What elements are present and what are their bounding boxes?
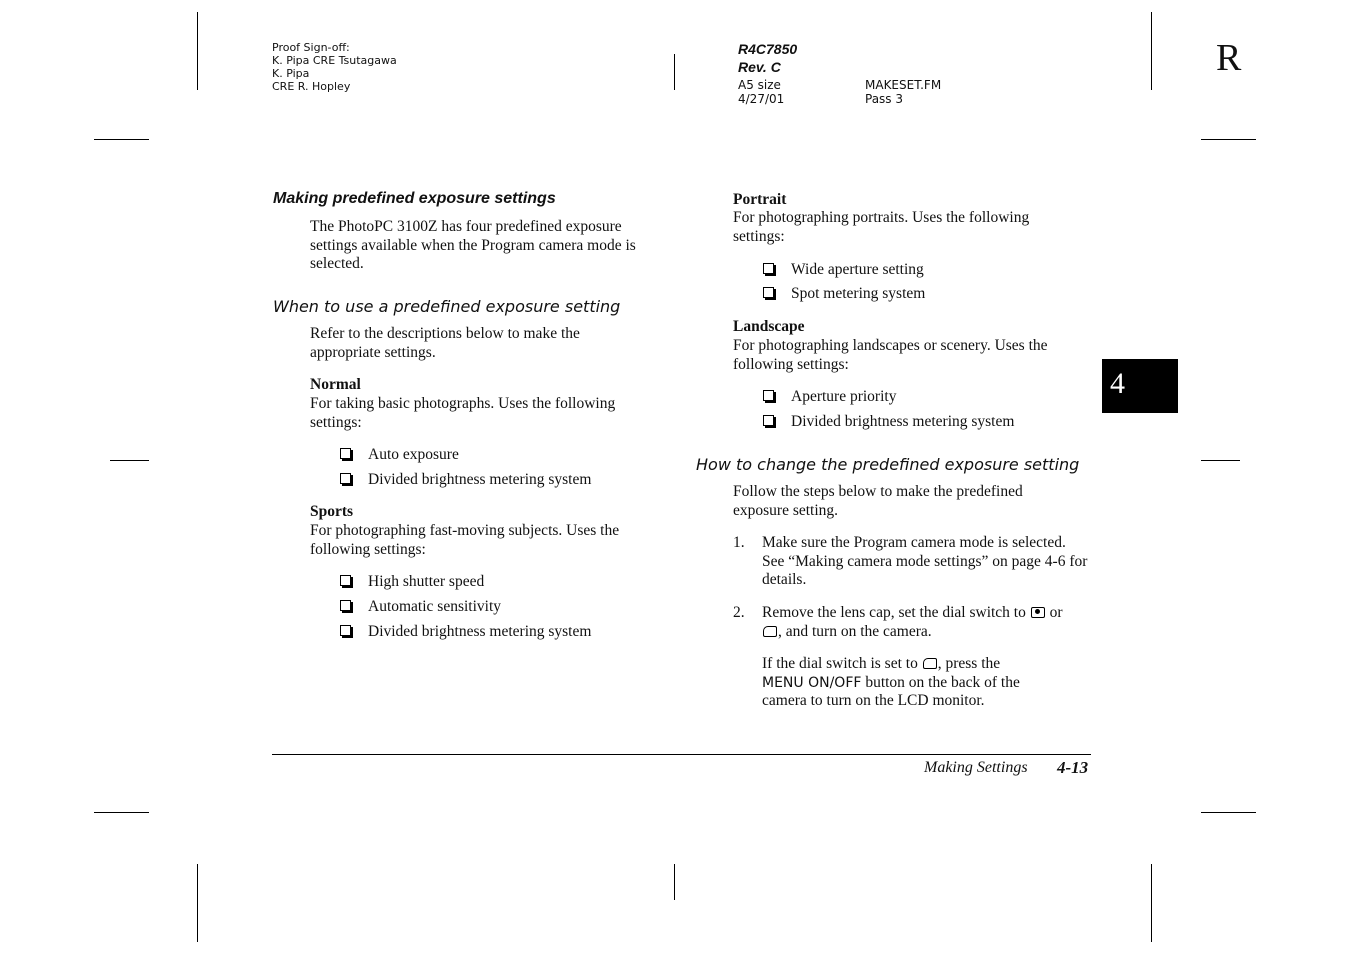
crop-mark bbox=[1201, 460, 1240, 461]
section-title: Making predefined exposure settings bbox=[273, 190, 556, 207]
checkbox-bullet-icon bbox=[763, 263, 774, 274]
crop-mark bbox=[1201, 139, 1256, 140]
checkbox-bullet-icon bbox=[340, 575, 351, 586]
portrait-heading: Portrait bbox=[733, 191, 787, 208]
note-paragraph: If the dial switch is set to , press the MENU ON/OFF button on the back of the camera to turn on the LCD monitor. bbox=[762, 655, 1020, 709]
file-label: MAKESET.FM bbox=[865, 78, 942, 92]
page-number: 4-13 bbox=[1057, 758, 1089, 777]
crop-mark bbox=[110, 460, 149, 461]
change-setting-title: How to change the predefined exposure setting bbox=[696, 455, 1080, 474]
pass-label: Pass 3 bbox=[865, 92, 904, 106]
list-item: Divided brightness metering system bbox=[340, 623, 591, 642]
step-text: Make sure the Program camera mode is selected. See “Making camera mode settings” on page 4-6 for details. bbox=[762, 534, 1088, 588]
proof-line: CRE R. Hopley bbox=[272, 80, 351, 93]
checkbox-bullet-icon bbox=[340, 448, 351, 459]
chapter-tab bbox=[1102, 359, 1178, 413]
list-item: Aperture priority bbox=[763, 388, 896, 407]
chapter-number: 4 bbox=[1110, 367, 1125, 400]
crop-mark bbox=[197, 864, 198, 942]
list-item: High shutter speed bbox=[340, 573, 484, 592]
crop-mark bbox=[94, 139, 149, 140]
checkbox-bullet-icon bbox=[763, 415, 774, 426]
crop-mark bbox=[94, 812, 149, 813]
crop-mark bbox=[197, 12, 198, 90]
normal-description: For taking basic photographs. Uses the following settings: bbox=[310, 395, 616, 431]
revision: Rev. C bbox=[738, 59, 781, 75]
list-item: Wide aperture setting bbox=[763, 261, 924, 280]
portrait-description: For photographing portraits. Uses the following settings: bbox=[733, 209, 1030, 245]
playback-mode-icon bbox=[763, 626, 777, 637]
step-number: 1. bbox=[733, 534, 745, 551]
normal-heading: Normal bbox=[310, 376, 361, 393]
proof-line: K. Pipa bbox=[272, 67, 310, 80]
checkbox-bullet-icon bbox=[340, 625, 351, 636]
crop-mark bbox=[1201, 812, 1256, 813]
list-item: Automatic sensitivity bbox=[340, 598, 501, 617]
change-intro-paragraph: Follow the steps below to make the predefined exposure setting. bbox=[733, 483, 1023, 519]
landscape-description: For photographing landscapes or scenery. Uses the following settings: bbox=[733, 337, 1048, 373]
list-item: Divided brightness metering system bbox=[340, 471, 591, 490]
playback-mode-icon bbox=[923, 658, 937, 669]
sub-intro-paragraph: Refer to the descriptions below to make the appropriate settings. bbox=[310, 325, 580, 361]
size-label: A5 size bbox=[738, 78, 781, 92]
date-label: 4/27/01 bbox=[738, 92, 785, 106]
sports-description: For photographing fast-moving subjects. Uses the following settings: bbox=[310, 522, 620, 558]
sports-heading: Sports bbox=[310, 503, 354, 520]
crop-mark bbox=[1151, 864, 1152, 942]
model-code bbox=[738, 40, 797, 76]
checkbox-bullet-icon bbox=[763, 390, 774, 401]
landscape-heading: Landscape bbox=[733, 318, 805, 335]
checkbox-bullet-icon bbox=[340, 473, 351, 484]
proof-signoff bbox=[272, 41, 397, 93]
checkbox-bullet-icon bbox=[763, 287, 774, 298]
crop-mark bbox=[1151, 12, 1152, 90]
list-item: Spot metering system bbox=[763, 285, 925, 304]
step-text: Remove the lens cap, set the dial switch to or , and turn on the camera. bbox=[762, 604, 1063, 640]
step-number: 2. bbox=[733, 604, 745, 621]
proof-line: K. Pipa CRE Tsutagawa bbox=[272, 54, 397, 67]
proof-line: Proof Sign-off: bbox=[272, 41, 350, 54]
list-item: Divided brightness metering system bbox=[763, 413, 1014, 432]
camera-mode-icon bbox=[1031, 607, 1045, 618]
model-number: R4C7850 bbox=[738, 41, 798, 57]
list-item: Auto exposure bbox=[340, 446, 459, 465]
crop-mark bbox=[674, 54, 675, 90]
footer-rule bbox=[272, 754, 1091, 755]
crop-mark bbox=[674, 864, 675, 900]
menu-button-label: MENU ON/OFF bbox=[762, 674, 862, 691]
checkbox-bullet-icon bbox=[340, 600, 351, 611]
subsection-title: When to use a predefined exposure setting bbox=[273, 297, 621, 316]
intro-paragraph: The PhotoPC 3100Z has four predefined exposure settings available when the Program camera mode is selected. bbox=[310, 218, 636, 272]
corner-letter: R bbox=[1216, 37, 1242, 79]
footer-title: Making Settings bbox=[924, 759, 1028, 776]
